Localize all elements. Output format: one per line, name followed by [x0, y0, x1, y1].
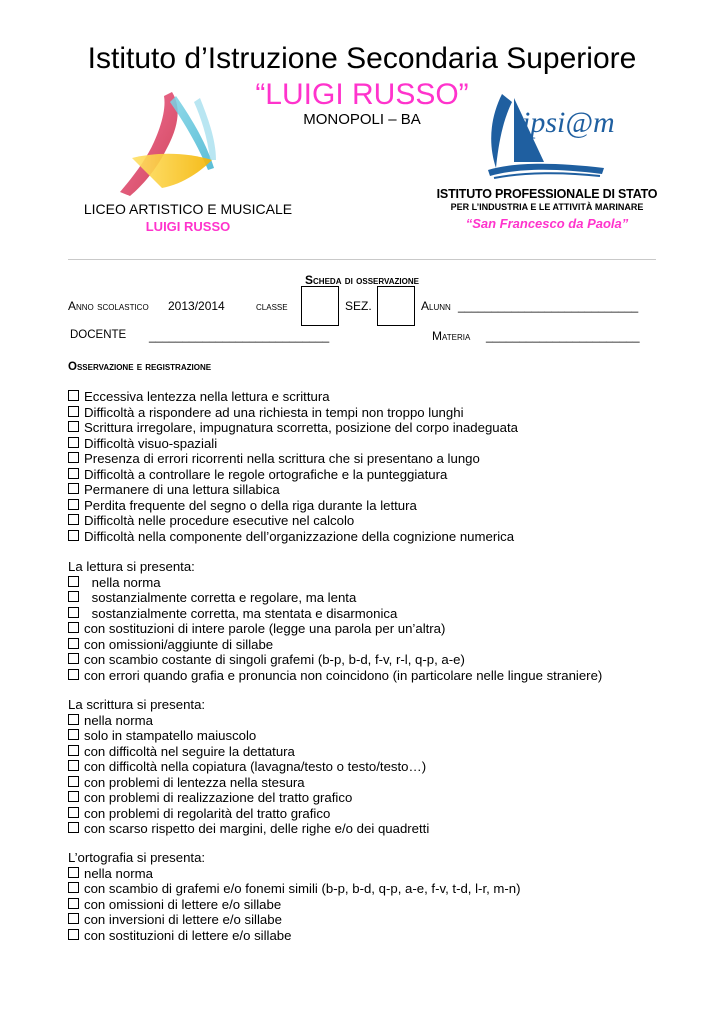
- materia-field[interactable]: _______________________: [486, 329, 640, 343]
- materia-label: Materia: [432, 329, 471, 343]
- liceo-name-block: [68, 201, 308, 234]
- checkbox[interactable]: [68, 807, 79, 818]
- liceo-logo: [112, 88, 237, 205]
- classe-field[interactable]: [301, 286, 339, 326]
- list-item[interactable]: con inversioni di lettere e/o sillabe: [68, 912, 521, 928]
- list-item[interactable]: nella norma: [68, 866, 521, 882]
- lettura-list: [68, 559, 602, 683]
- ipsiam-name-line2: PER L’INDUSTRIA E LE ATTIVITÀ MARINARE: [450, 202, 644, 212]
- list-item[interactable]: Difficoltà a controllare le regole ortografiche e la punteggiatura: [68, 467, 518, 483]
- anno-label: Anno scolastico: [68, 299, 149, 313]
- classe-label: classe: [256, 301, 288, 313]
- checkbox[interactable]: [68, 791, 79, 802]
- list-item[interactable]: con scambio costante di singoli grafemi (b-p, b-d, f-v, r-l, q-p, a-e): [68, 652, 602, 668]
- ortografia-intro: L’ortografia si presenta:: [68, 850, 206, 865]
- list-item[interactable]: con errori quando grafia e pronuncia non coincidono (in particolare nelle lingue straniere): [68, 668, 602, 684]
- school-name-title: “LUIGI RUSSO”: [255, 78, 469, 111]
- checkbox[interactable]: [68, 760, 79, 771]
- list-item[interactable]: con omissioni/aggiunte di sillabe: [68, 637, 602, 653]
- scrittura-intro: La scrittura si presenta:: [68, 697, 206, 712]
- checkbox[interactable]: [68, 929, 79, 940]
- sez-field[interactable]: [377, 286, 415, 326]
- section-title: Osservazione e registrazione: [68, 361, 212, 373]
- list-item[interactable]: Permanere di una lettura sillabica: [68, 482, 518, 498]
- checkbox[interactable]: [68, 729, 79, 740]
- checkbox[interactable]: [68, 867, 79, 878]
- checkbox[interactable]: [68, 776, 79, 787]
- checkbox[interactable]: [68, 390, 79, 401]
- checkbox[interactable]: [68, 576, 79, 587]
- list-item[interactable]: sostanzialmente corretta, ma stentata e disarmonica: [68, 606, 602, 622]
- checkbox[interactable]: [68, 669, 79, 680]
- sez-label: SEZ.: [345, 299, 372, 313]
- checkbox[interactable]: [68, 483, 79, 494]
- list-item[interactable]: Perdita frequente del segno o della riga durante la lettura: [68, 498, 518, 514]
- list-item[interactable]: con problemi di realizzazione del tratto grafico: [68, 790, 429, 806]
- list-item[interactable]: con problemi di regolarità del tratto grafico: [68, 806, 429, 822]
- list-item[interactable]: con scambio di grafemi e/o fonemi simili (b-p, b-d, q-p, a-e, f-v, t-d, l-r, m-n): [68, 881, 521, 897]
- scrittura-list: [68, 697, 429, 837]
- ortografia-list: [68, 850, 521, 943]
- checkbox[interactable]: [68, 638, 79, 649]
- checkbox[interactable]: [68, 913, 79, 924]
- list-item[interactable]: con omissioni di lettere e/o sillabe: [68, 897, 521, 913]
- checkbox[interactable]: [68, 745, 79, 756]
- anno-value: 2013/2014: [168, 299, 225, 313]
- checkbox[interactable]: [68, 514, 79, 525]
- docente-label: DOCENTE: [70, 329, 127, 341]
- alunn-field[interactable]: ___________________________: [458, 299, 639, 313]
- ipsiam-logo: [484, 88, 614, 185]
- checkbox[interactable]: [68, 714, 79, 725]
- docente-field[interactable]: ___________________________: [149, 329, 330, 343]
- checkbox[interactable]: [68, 898, 79, 909]
- checkbox[interactable]: [68, 530, 79, 541]
- checkbox[interactable]: [68, 591, 79, 602]
- ipsiam-name-line1: ISTITUTO PROFESSIONALE DI STATO: [436, 187, 658, 201]
- list-item[interactable]: Scrittura irregolare, impugnatura scorretta, posizione del corpo inadeguata: [68, 420, 518, 436]
- observations-list: [68, 389, 518, 544]
- form-heading: Scheda di osservazione: [305, 273, 419, 287]
- checkbox[interactable]: [68, 822, 79, 833]
- header-divider: [68, 259, 656, 260]
- list-item[interactable]: nella norma: [68, 575, 602, 591]
- list-item[interactable]: Difficoltà nella componente dell’organizzazione della cognizione numerica: [68, 529, 518, 545]
- checkbox[interactable]: [68, 499, 79, 510]
- checkbox[interactable]: [68, 468, 79, 479]
- list-item[interactable]: con sostituzioni di intere parole (legge una parola per un’altra): [68, 621, 602, 637]
- list-item[interactable]: con problemi di lentezza nella stesura: [68, 775, 429, 791]
- city-label: MONOPOLI – BA: [303, 111, 421, 128]
- ipsiam-name-line3: “San Francesco da Paola”: [465, 216, 629, 231]
- checkbox[interactable]: [68, 607, 79, 618]
- checkbox[interactable]: [68, 622, 79, 633]
- list-item[interactable]: con scarso rispetto dei margini, delle righe e/o dei quadretti: [68, 821, 429, 837]
- list-item[interactable]: Difficoltà a rispondere ad una richiesta in tempi non troppo lunghi: [68, 405, 518, 421]
- list-item[interactable]: Difficoltà visuo-spaziali: [68, 436, 518, 452]
- ipsiam-logo-text: ipsi@m: [522, 106, 614, 139]
- institute-title: Istituto d’Istruzione Secondaria Superiore: [87, 42, 637, 75]
- list-item[interactable]: con difficoltà nel seguire la dettatura: [68, 744, 429, 760]
- checkbox[interactable]: [68, 653, 79, 664]
- list-item[interactable]: Difficoltà nelle procedure esecutive nel calcolo: [68, 513, 518, 529]
- checkbox[interactable]: [68, 882, 79, 893]
- list-item[interactable]: nella norma: [68, 713, 429, 729]
- list-item[interactable]: Eccessiva lentezza nella lettura e scrittura: [68, 389, 518, 405]
- list-item[interactable]: Presenza di errori ricorrenti nella scrittura che si presentano a lungo: [68, 451, 518, 467]
- list-item[interactable]: con sostituzioni di lettere e/o sillabe: [68, 928, 521, 944]
- list-item[interactable]: solo in stampatello maiuscolo: [68, 728, 429, 744]
- lettura-intro: La lettura si presenta:: [68, 559, 195, 574]
- checkbox[interactable]: [68, 437, 79, 448]
- ipsiam-name-block: [432, 187, 662, 231]
- checkbox[interactable]: [68, 452, 79, 463]
- liceo-name-line1: LICEO ARTISTICO E MUSICALE: [83, 201, 293, 217]
- checkbox[interactable]: [68, 421, 79, 432]
- liceo-name-line2: LUIGI RUSSO: [145, 219, 231, 234]
- list-item[interactable]: sostanzialmente corretta e regolare, ma lenta: [68, 590, 602, 606]
- alunn-label: Alunn: [421, 299, 451, 313]
- list-item[interactable]: con difficoltà nella copiatura (lavagna/testo o testo/testo…): [68, 759, 429, 775]
- checkbox[interactable]: [68, 406, 79, 417]
